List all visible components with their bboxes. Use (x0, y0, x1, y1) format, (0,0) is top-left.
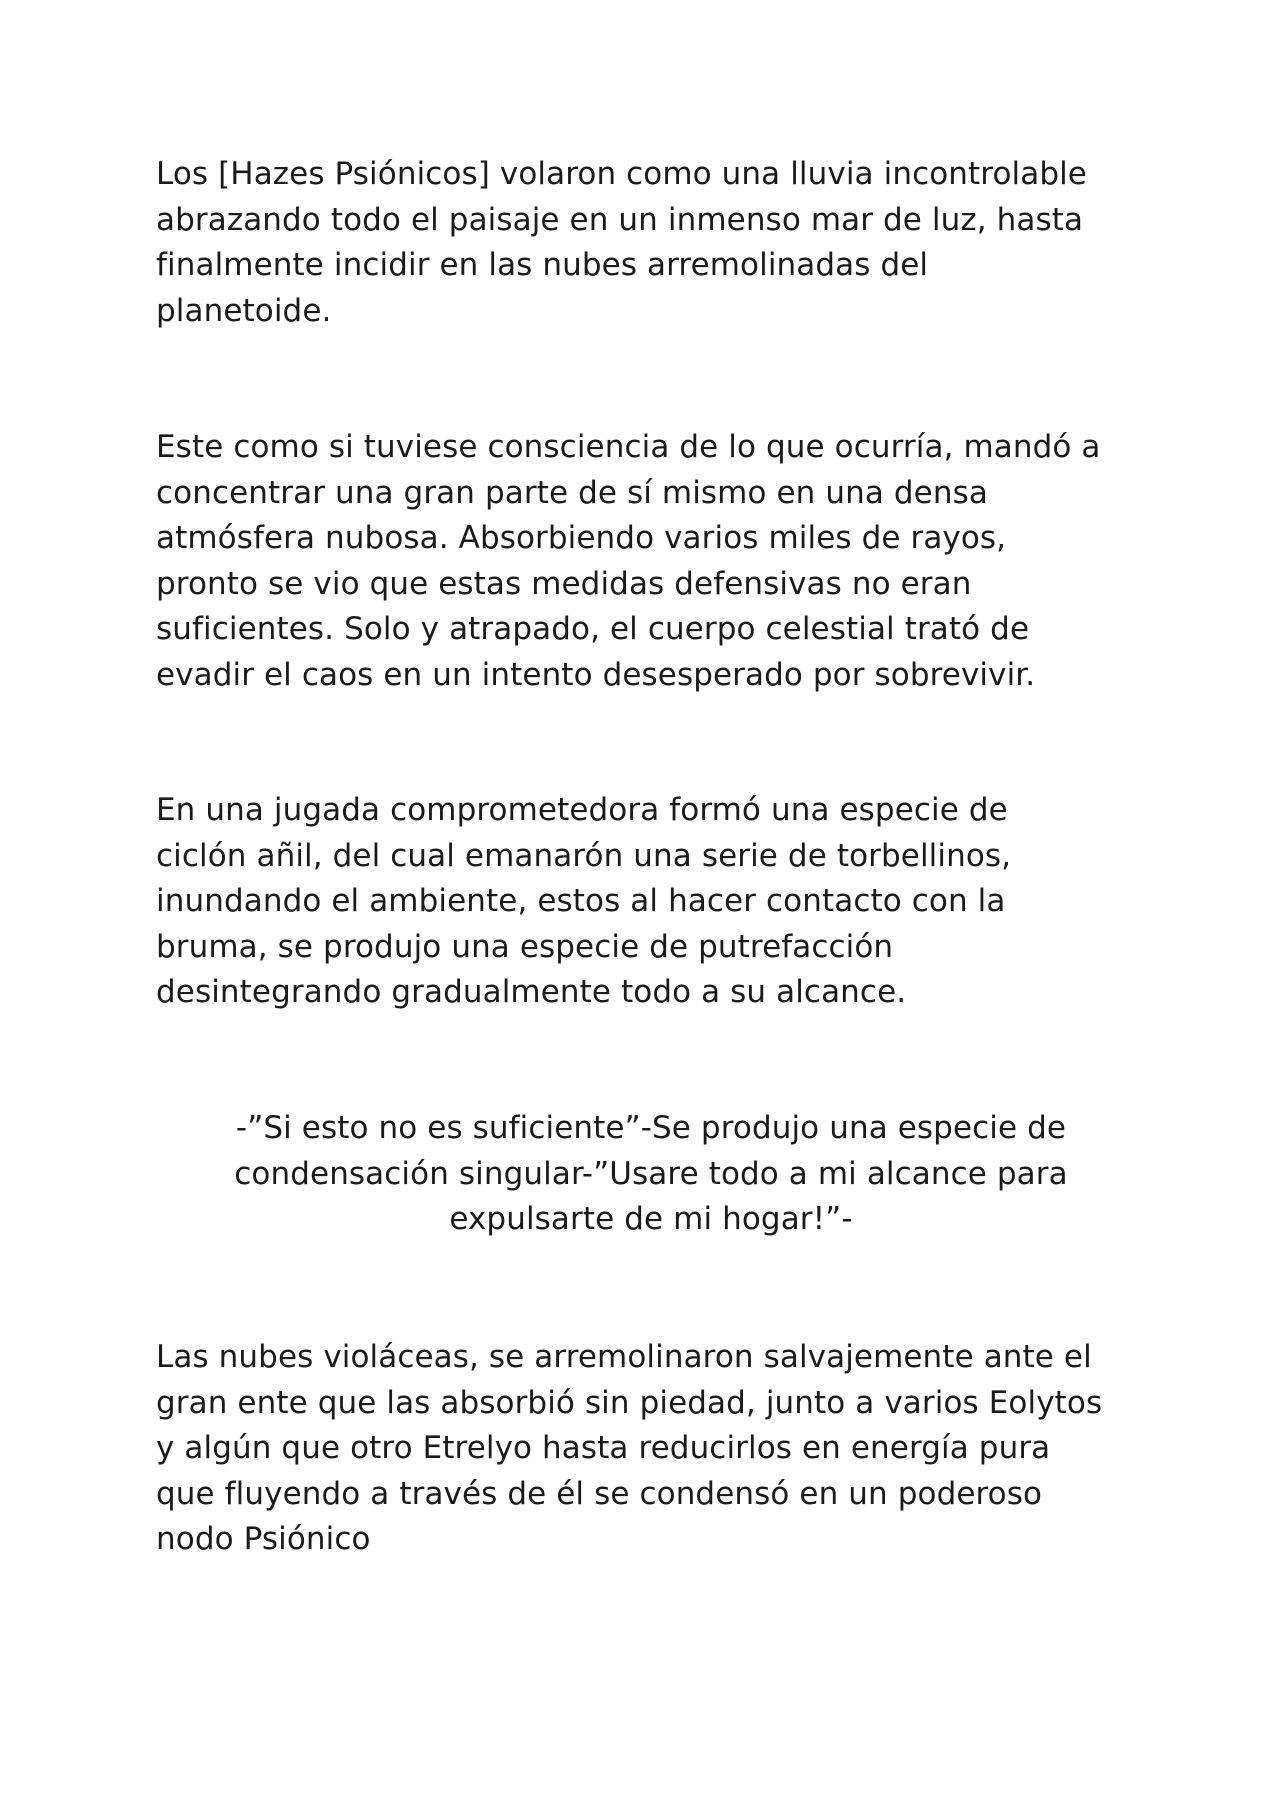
paragraph-line: suficientes. Solo y atrapado, el cuerpo celestial trató de (156, 611, 1030, 647)
paragraph-line: inundando el ambiente, estos al hacer contacto con la (156, 883, 1006, 919)
paragraph-line: ciclón añil, del cual emanarón una serie de torbellinos, (156, 837, 1012, 874)
paragraph-line: bruma, se produjo una especie de putrefacción (156, 928, 894, 965)
paragraph-line: atmósfera nubosa. Absorbiendo varios miles de rayos, (156, 520, 1007, 556)
paragraph-line: gran ente que las absorbió sin piedad, junto a varios Eolytos (156, 1384, 1103, 1421)
dialogue-paragraph (156, 1106, 1146, 1243)
paragraph-line: Los [Hazes Psiónicos] volaron como una lluvia incontrolable (156, 156, 1087, 192)
paragraph-line: pronto se vio que estas medidas defensivas no eran (156, 565, 972, 602)
paragraph-line: Las nubes violáceas, se arremolinaron salvajemente ante el (156, 1339, 1092, 1375)
paragraph-1 (156, 152, 1146, 334)
dialogue-line: expulsarte de mi hogar!”- (449, 1201, 853, 1237)
paragraph-line: evadir el caos en un intento desesperado por sobrevivir. (156, 656, 1036, 693)
paragraph-line: y algún que otro Etrelyo hasta reducirlos en energía pura (156, 1430, 1051, 1466)
paragraph-line: nodo Psiónico (156, 1521, 371, 1557)
dialogue-line: -”Si esto no es suficiente”-Se produjo una especie de (235, 1110, 1067, 1146)
paragraph-3 (156, 788, 1146, 1016)
paragraph-line: desintegrando gradualmente todo a su alcance. (156, 974, 907, 1010)
dialogue-line: condensación singular-”Usare todo a mi alcance para (234, 1155, 1068, 1192)
paragraph-line: Este como si tuviese consciencia de lo que ocurría, mandó a (156, 429, 1101, 465)
paragraph-line: En una jugada comprometedora formó una especie de (156, 792, 1008, 828)
paragraph-2 (156, 425, 1146, 698)
paragraph-line: abrazando todo el paisaje en un inmenso mar de luz, hasta (156, 201, 1084, 238)
paragraph-line: finalmente incidir en las nubes arremolinadas del (156, 247, 929, 283)
paragraph-line: planetoide. (156, 292, 332, 329)
paragraph-line: concentrar una gran parte de sí mismo en una densa (156, 474, 988, 511)
paragraph-5 (156, 1335, 1146, 1563)
paragraph-line: que fluyendo a través de él se condensó en un poderoso (156, 1475, 1043, 1512)
